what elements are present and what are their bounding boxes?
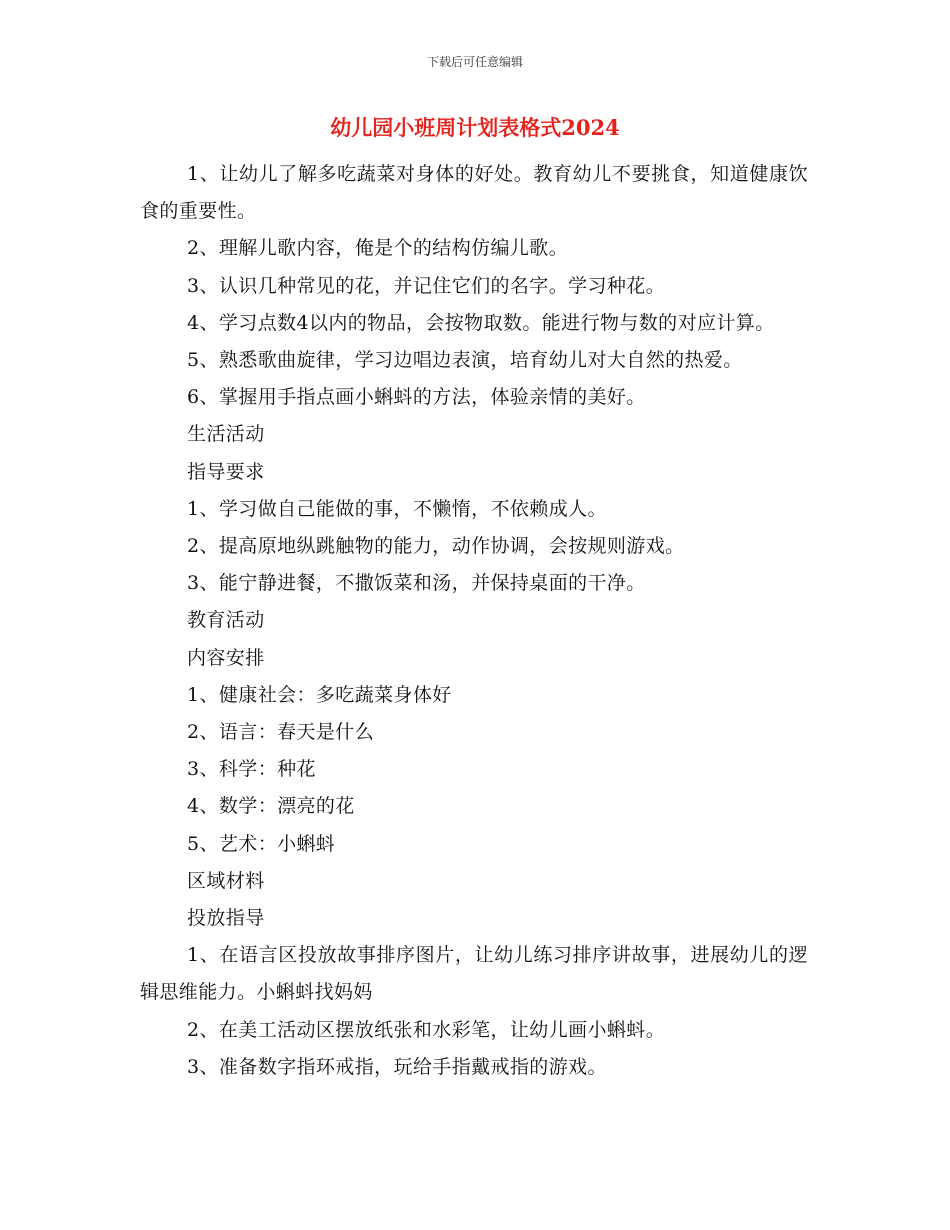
paragraph: 3、能宁静进餐，不撒饭菜和汤，并保持桌面的干净。 <box>187 572 646 595</box>
section-heading: 教育活动 <box>187 609 265 632</box>
document-body <box>140 156 808 1086</box>
paragraph: 1、健康社会：多吃蔬菜身体好 <box>187 683 452 706</box>
paragraph: 4、学习点数4以内的物品，会按物取数。能进行物与数的对应计算。 <box>187 311 775 334</box>
paragraph: 3、准备数字指环戒指，玩给手指戴戒指的游戏。 <box>187 1055 607 1078</box>
section-heading: 生活活动 <box>187 423 265 446</box>
paragraph: 5、熟悉歌曲旋律，学习边唱边表演，培育幼儿对大自然的热爱。 <box>187 349 743 372</box>
section-heading: 投放指导 <box>187 907 265 930</box>
paragraph: 2、在美工活动区摆放纸张和水彩笔，让幼儿画小蝌蚪。 <box>187 1018 666 1041</box>
paragraph: 6、掌握用手指点画小蝌蚪的方法，体验亲情的美好。 <box>187 386 646 409</box>
section-heading: 内容安排 <box>187 646 265 669</box>
section-heading: 区域材料 <box>187 869 265 892</box>
paragraph: 2、语言：春天是什么 <box>187 721 375 744</box>
paragraph: 2、理解儿歌内容，俺是个的结构仿编儿歌。 <box>187 237 569 260</box>
paragraph: 5、艺术：小蝌蚪 <box>187 832 336 855</box>
paragraph: 1、让幼儿了解多吃蔬菜对身体的好处。教育幼儿不要挑食，知道健康饮食的重要性。 <box>140 163 808 223</box>
section-heading: 指导要求 <box>187 460 265 483</box>
paragraph: 1、学习做自己能做的事，不懒惰，不依赖成人。 <box>187 497 607 520</box>
paragraph: 4、数学：漂亮的花 <box>187 795 355 818</box>
paragraph: 1、在语言区投放故事排序图片，让幼儿练习排序讲故事，进展幼儿的逻辑思维能力。小蝌蚪找妈妈 <box>140 944 808 1004</box>
paragraph: 2、提高原地纵跳触物的能力，动作协调，会按规则游戏。 <box>187 535 685 558</box>
document-title: 幼儿园小班周计划表格式2024 <box>330 115 620 140</box>
paragraph: 3、认识几种常见的花，并记住它们的名字。学习种花。 <box>187 274 666 297</box>
page-header-note: 下载后可任意编辑 <box>426 55 523 69</box>
paragraph: 3、科学：种花 <box>187 758 316 781</box>
